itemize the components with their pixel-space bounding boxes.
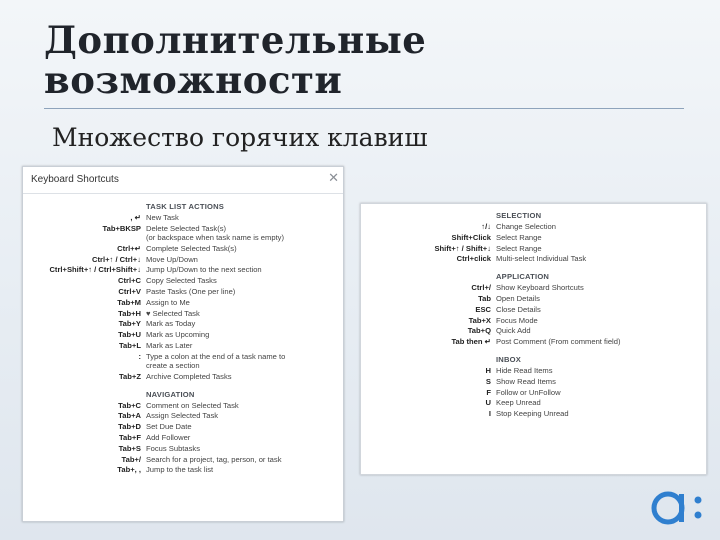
shortcut-description: Hide Read Items	[496, 365, 553, 375]
shortcut-description: Move Up/Down	[146, 254, 198, 264]
shortcut-row	[361, 222, 706, 233]
shortcut-row	[361, 366, 706, 377]
shortcut-row	[23, 265, 343, 276]
shortcut-row	[23, 352, 343, 372]
shortcut-row	[23, 330, 343, 341]
slide-title-line1: Дополнительные	[44, 18, 427, 62]
shortcut-key: S	[485, 376, 491, 386]
dialog-header	[23, 167, 343, 194]
shortcut-description: ♥ Selected Task	[146, 308, 200, 318]
shortcut-row	[23, 465, 343, 476]
shortcut-description: Search for a project, tag, person, or task	[146, 454, 282, 464]
shortcut-key: , ↵	[130, 213, 141, 222]
shortcut-key: Tab+M	[117, 297, 141, 307]
shortcut-description: Post Comment (From comment field)	[496, 337, 621, 347]
title-divider	[44, 108, 684, 109]
shortcut-row	[23, 401, 343, 412]
shortcut-row	[361, 377, 706, 388]
shortcut-description: Jump Up/Down to the next section	[146, 265, 262, 275]
shortcut-description: Quick Add	[496, 326, 531, 336]
shortcut-key: Ctrl+↑ / Ctrl+↓	[92, 254, 141, 264]
shortcut-description: Copy Selected Tasks	[146, 276, 217, 286]
shortcut-key: Tab+F	[118, 432, 141, 442]
shortcut-key: Tab+/	[121, 454, 141, 464]
shortcut-key: Tab	[478, 293, 491, 303]
shortcut-key: Tab+A	[118, 411, 141, 421]
shortcut-description: Focus Subtasks	[146, 443, 201, 453]
shortcut-key: Tab+L	[118, 340, 141, 350]
shortcut-row	[361, 305, 706, 316]
section-heading: TASK LIST ACTIONS	[146, 202, 225, 211]
shortcut-row	[23, 422, 343, 433]
shortcut-key: Tab+S	[118, 443, 141, 453]
shortcut-key: Shift+↑ / Shift+↓	[434, 243, 491, 253]
section-heading: APPLICATION	[496, 272, 550, 282]
shortcut-row	[23, 444, 343, 455]
keyboard-shortcuts-continued	[360, 203, 707, 475]
shortcut-key: Tab+H	[118, 308, 141, 318]
shortcut-row	[23, 372, 343, 383]
shortcut-key: Tab+Q	[467, 326, 491, 336]
section-heading: SELECTION	[496, 211, 542, 220]
shortcut-description: Mark as Later	[146, 340, 193, 350]
shortcut-description: New Task	[146, 213, 179, 222]
shortcut-description: Change Selection	[496, 222, 556, 231]
shortcut-row	[23, 287, 343, 298]
shortcut-description: Open Details	[496, 293, 540, 303]
shortcut-key: Tab+Y	[118, 319, 141, 329]
shortcut-row	[361, 254, 706, 265]
shortcut-key: Ctrl+V	[118, 286, 141, 296]
shortcut-description: Mark as Today	[146, 319, 196, 329]
shortcut-key: Tab then ↵	[451, 337, 491, 347]
shortcut-row	[23, 224, 343, 244]
shortcut-description: Stop Keeping Unread	[496, 409, 569, 419]
shortcut-description: Type a colon at the end of a task name to create a section	[146, 351, 286, 371]
shortcut-list-right	[361, 210, 706, 420]
shortcut-key: U	[485, 398, 491, 408]
shortcut-row	[361, 398, 706, 409]
shortcut-row	[361, 409, 706, 420]
shortcut-description: Set Due Date	[146, 422, 192, 432]
shortcut-description: Add Follower	[146, 432, 191, 442]
shortcut-key: :	[138, 351, 141, 361]
shortcut-row	[361, 283, 706, 294]
shortcut-description: Assign Selected Task	[146, 411, 219, 421]
shortcut-description: Select Range	[496, 243, 542, 253]
shortcut-row	[361, 337, 706, 348]
shortcut-key: Ctrl+click	[456, 254, 491, 264]
shortcut-description: Mark as Upcoming	[146, 330, 210, 340]
shortcut-row	[361, 326, 706, 337]
shortcut-description: Delete Selected Task(s) (or backspace when task name is empty)	[146, 223, 285, 243]
shortcut-key: Tab+Z	[118, 371, 141, 381]
shortcut-row	[23, 298, 343, 309]
shortcut-description: Comment on Selected Task	[146, 400, 239, 410]
shortcut-row	[23, 411, 343, 422]
shortcut-key: Tab+D	[118, 422, 141, 432]
shortcut-key: F	[486, 387, 491, 397]
shortcut-row	[23, 213, 343, 224]
shortcut-row	[23, 455, 343, 466]
shortcut-key: Shift+Click	[451, 232, 491, 242]
shortcut-key: I	[488, 409, 491, 419]
shortcut-description: Show Read Items	[496, 376, 556, 386]
shortcut-key: ↑/↓	[481, 222, 491, 231]
shortcut-key: Tab+BKSP	[102, 223, 141, 233]
shortcut-row	[23, 255, 343, 266]
shortcut-key: H	[485, 365, 491, 375]
shortcut-row	[23, 433, 343, 444]
shortcut-key: Ctrl+Shift+↑ / Ctrl+Shift+↓	[49, 265, 141, 275]
dialog-title: Keyboard Shortcuts	[31, 174, 119, 185]
shortcut-description: Multi-select Individual Task	[496, 254, 587, 264]
close-icon[interactable]: ✕	[328, 170, 339, 185]
shortcut-description: Close Details	[496, 304, 541, 314]
shortcut-row	[23, 309, 343, 320]
shortcut-row	[23, 276, 343, 287]
shortcut-description: Keep Unread	[496, 398, 541, 408]
slide-title-line2: возможности	[44, 58, 343, 102]
shortcut-key: Tab+U	[118, 330, 141, 340]
shortcut-key: Tab+C	[118, 400, 141, 410]
shortcut-description: Show Keyboard Shortcuts	[496, 283, 584, 293]
shortcut-row	[361, 233, 706, 244]
shortcut-row	[23, 341, 343, 352]
shortcut-description: Jump to the task list	[146, 465, 214, 475]
slide-subtitle: Множество горячих клавиш	[52, 123, 428, 152]
shortcut-row	[23, 244, 343, 255]
shortcut-description: Select Range	[496, 232, 542, 242]
shortcut-description: Paste Tasks (One per line)	[146, 286, 236, 296]
shortcut-key: ESC	[475, 304, 491, 314]
shortcut-key: Ctrl+C	[118, 276, 141, 286]
slide-title	[44, 20, 684, 100]
shortcut-description: Follow or UnFollow	[496, 387, 561, 397]
shortcut-row	[361, 388, 706, 399]
shortcut-key: Ctrl+↵	[117, 243, 141, 253]
shortcut-key: Ctrl+/	[471, 283, 491, 293]
shortcut-row	[361, 294, 706, 305]
shortcut-row	[23, 319, 343, 330]
shortcut-description: Assign to Me	[146, 297, 190, 307]
shortcut-row	[361, 316, 706, 327]
shortcut-description: Archive Completed Tasks	[146, 371, 232, 381]
section-heading: NAVIGATION	[146, 389, 195, 399]
asana-a-logo-icon	[648, 484, 708, 530]
keyboard-shortcuts-dialog	[22, 166, 344, 522]
shortcut-row	[361, 244, 706, 255]
shortcut-list-left	[23, 201, 343, 476]
shortcut-description: Complete Selected Task(s)	[146, 243, 237, 253]
shortcut-description: Focus Mode	[496, 315, 538, 325]
shortcut-key: Tab+, ,	[117, 465, 141, 475]
shortcut-key: Tab+X	[468, 315, 491, 325]
section-heading: INBOX	[496, 354, 522, 364]
